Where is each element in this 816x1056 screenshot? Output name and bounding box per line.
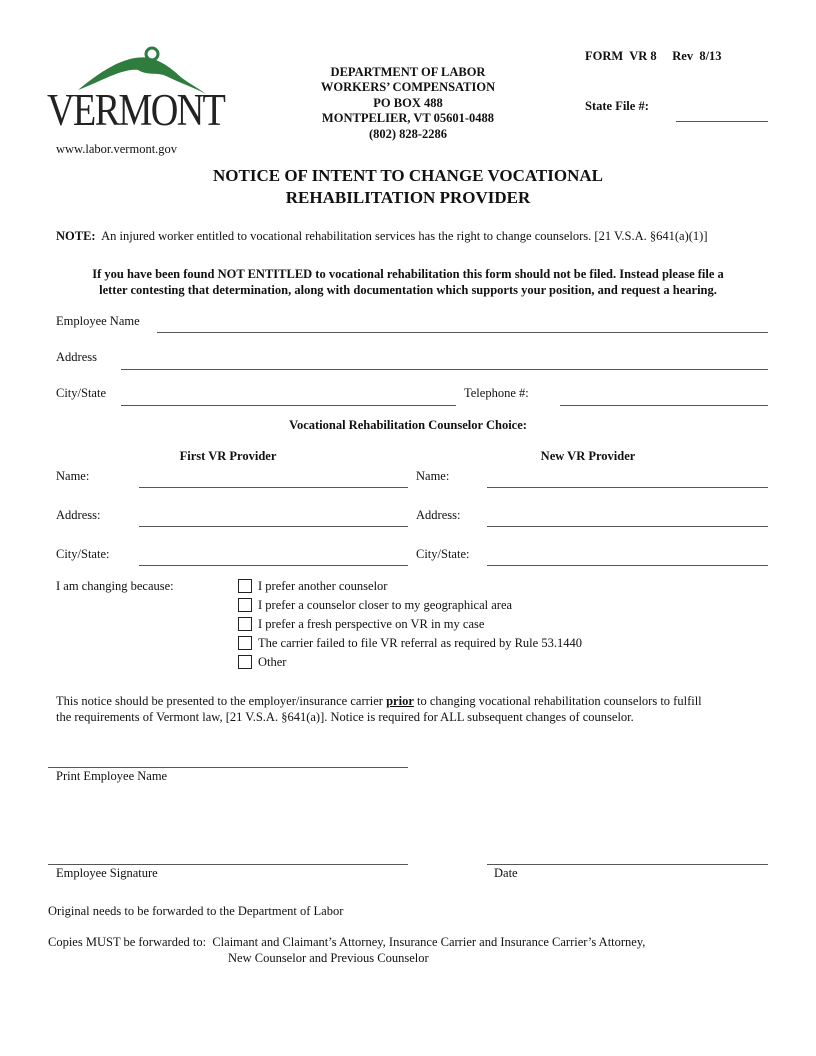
new-address-input[interactable] [487, 526, 768, 527]
logo-text: VERMONT [47, 85, 225, 135]
city-state-input[interactable] [121, 405, 456, 406]
reason-label: I prefer a fresh perspective on VR in my case [258, 617, 485, 631]
agency-line: (802) 828-2286 [368, 127, 448, 141]
address-input[interactable] [121, 369, 768, 370]
copies-note: Copies MUST be forwarded to: Claimant and Claimant’s Attorney, Insurance Carrier and Insurance Carrier’s Attorney, [48, 935, 646, 949]
telephone-label: Telephone #: [464, 386, 529, 400]
date-label: Date [494, 866, 518, 880]
note-label: NOTE: [56, 229, 96, 243]
signature-input[interactable] [48, 864, 408, 865]
reason-label: I prefer another counselor [258, 579, 388, 593]
first-city-input[interactable] [139, 565, 408, 566]
reason-checkbox[interactable] [238, 617, 252, 631]
agency-line: MONTPELIER, VT 05601-0488 [321, 111, 495, 125]
new-provider-heading: New VR Provider [540, 449, 636, 463]
warning-text: letter contesting that determination, along with documentation which supports your position, and request a hearing. [99, 283, 717, 297]
print-name-input[interactable] [48, 767, 408, 768]
page-title: NOTICE OF INTENT TO CHANGE VOCATIONAL [213, 166, 603, 185]
copies-note-line2: New Counselor and Previous Counselor [228, 951, 429, 965]
agency-line: PO BOX 488 [373, 96, 443, 110]
first-address-label: Address: [56, 508, 101, 522]
employee-name-input[interactable] [157, 332, 768, 333]
reason-label: The carrier failed to file VR referral as required by Rule 53.1440 [258, 636, 582, 650]
employee-name-label: Employee Name [56, 314, 140, 328]
address-label: Address [56, 350, 97, 364]
reason-label: Other [258, 655, 287, 669]
notice-emphasis: prior [386, 694, 414, 708]
print-name-label: Print Employee Name [56, 769, 168, 783]
new-city-label: City/State: [416, 547, 470, 561]
website: www.labor.vermont.gov [56, 142, 178, 156]
first-name-input[interactable] [139, 487, 408, 488]
notice-text [56, 694, 702, 709]
state-file-input[interactable] [676, 121, 768, 122]
notice-pre: This notice should be presented to the employer/insurance carrier [56, 694, 387, 708]
agency-line: DEPARTMENT OF LABOR [330, 65, 486, 79]
new-address-label: Address: [416, 508, 461, 522]
first-provider-heading: First VR Provider [179, 449, 277, 463]
reason-label: I prefer a counselor closer to my geographical area [258, 598, 513, 612]
telephone-input[interactable] [560, 405, 768, 406]
new-name-input[interactable] [487, 487, 768, 488]
reasons-label: I am changing because: [56, 579, 174, 593]
new-city-input[interactable] [487, 565, 768, 566]
reason-checkbox[interactable] [238, 579, 252, 593]
counselor-heading: Vocational Rehabilitation Counselor Choice: [289, 418, 527, 432]
page-title: REHABILITATION PROVIDER [285, 188, 531, 207]
date-input[interactable] [487, 864, 768, 865]
state-file-label: State File #: [585, 99, 649, 113]
agency-line: WORKERS’ COMPENSATION [320, 80, 496, 94]
first-name-label: Name: [56, 469, 90, 483]
first-address-input[interactable] [139, 526, 408, 527]
reason-checkbox[interactable] [238, 598, 252, 612]
note [56, 229, 707, 244]
reason-checkbox[interactable] [238, 636, 252, 650]
city-state-label: City/State [56, 386, 106, 400]
original-note: Original needs to be forwarded to the Department of Labor [48, 904, 344, 918]
notice-post: to changing vocational rehabilitation counselors to fulfill [413, 694, 702, 708]
first-city-label: City/State: [56, 547, 110, 561]
notice-text-line2: the requirements of Vermont law, [21 V.S.A. §641(a)]. Notice is required for ALL subsequent changes of counselor. [56, 710, 634, 724]
note-text: An injured worker entitled to vocational rehabilitation services has the right to change counselors. [21 V.S.A. §641(a)(1)] [101, 229, 708, 243]
form-id: FORM VR 8 Rev 8/13 [585, 49, 722, 63]
new-name-label: Name: [416, 469, 450, 483]
warning-text: If you have been found NOT ENTITLED to vocational rehabilitation this form should not be filed. Instead please file a [92, 267, 724, 281]
signature-label: Employee Signature [56, 866, 158, 880]
reason-checkbox[interactable] [238, 655, 252, 669]
